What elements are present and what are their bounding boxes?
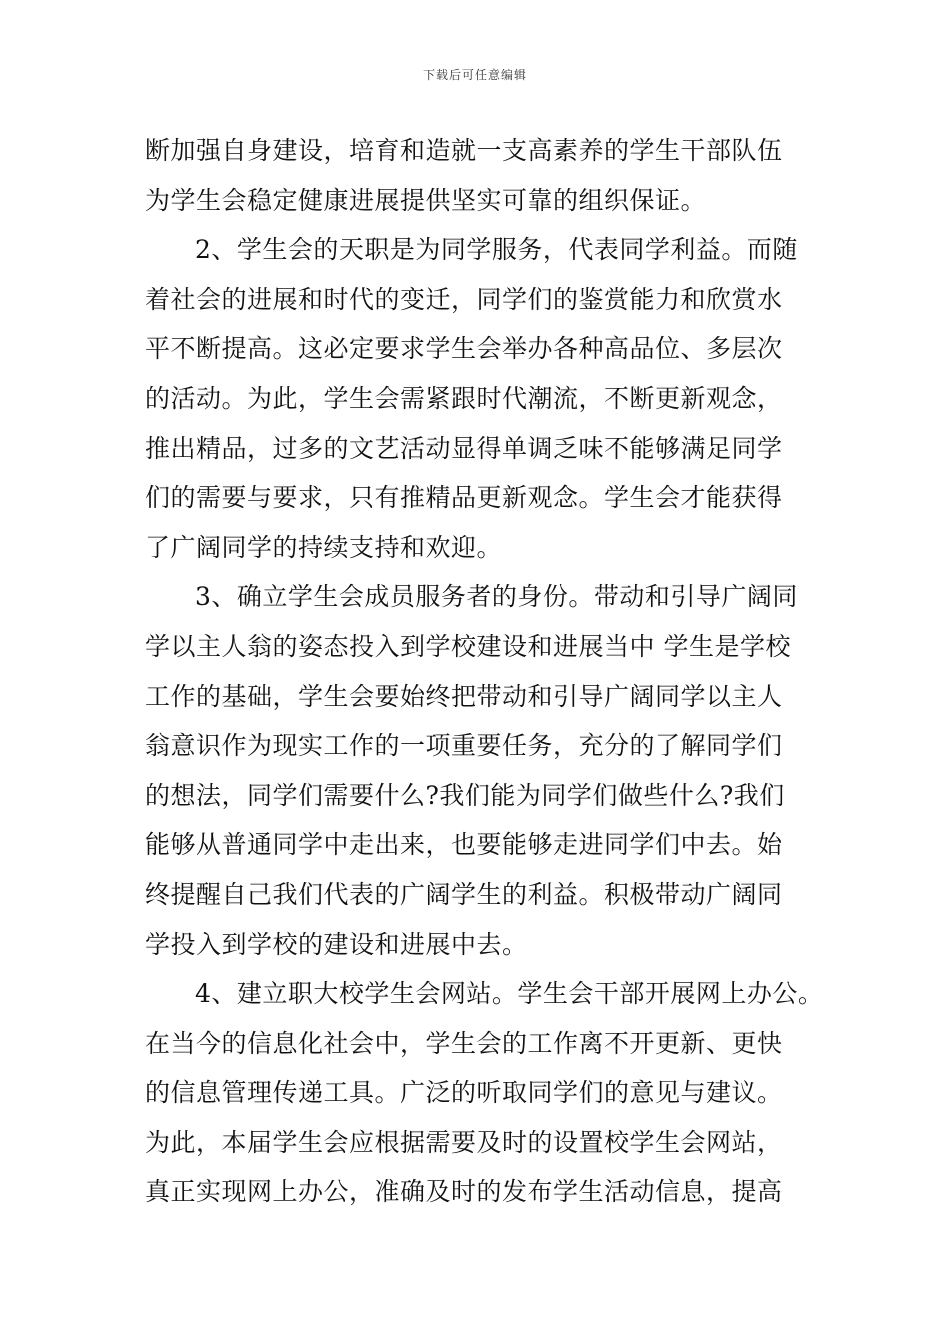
text-line: 终提醒自己我们代表的广阔学生的利益。积极带动广阔同	[145, 879, 783, 909]
text-line: 的想法，同学们需要什么?我们能为同学们做些什么?我们	[145, 780, 785, 810]
text-line: 们的需要与要求，只有推精品更新观念。学生会才能获得	[145, 483, 783, 513]
text-line: 为学生会稳定健康进展提供坚实可靠的组织保证。	[145, 185, 707, 215]
text-line: 学以主人翁的姿态投入到学校建设和进展当中 学生是学校	[145, 631, 791, 661]
text-line: 的信息管理传递工具。广泛的听取同学们的意见与建议。	[145, 1078, 783, 1108]
text-line: 工作的基础，学生会要始终把带动和引导广阔同学以主人	[145, 681, 783, 711]
paragraph-start-line: 3、确立学生会成员服务者的身份。带动和引导广阔同	[195, 582, 798, 612]
text-line: 推出精品，过多的文艺活动显得单调乏味不能够满足同学	[145, 433, 783, 463]
page-header: 下载后可任意编辑	[422, 68, 527, 82]
text-line: 真正实现网上办公，准确及时的发布学生活动信息，提高	[145, 1177, 783, 1207]
text-line: 为此，本届学生会应根据需要及时的设置校学生会网站，	[145, 1127, 783, 1157]
body-text	[145, 126, 825, 1217]
text-line: 翁意识作为现实工作的一项重要任务，充分的了解同学们	[145, 731, 783, 761]
text-line: 学投入到学校的建设和进展中去。	[145, 929, 528, 959]
text-line: 断加强自身建设，培育和造就一支高素养的学生干部队伍	[145, 136, 783, 165]
text-line: 在当今的信息化社会中，学生会的工作离不开更新、更快	[145, 1028, 783, 1058]
text-line: 的活动。为此，学生会需紧跟时代潮流，不断更新观念，	[145, 383, 783, 413]
text-line: 能够从普通同学中走出来，也要能够走进同学们中去。始	[145, 830, 783, 860]
paragraph-start-line: 2、学生会的天职是为同学服务，代表同学利益。而随	[195, 235, 798, 265]
text-line: 平不断提高。这必定要求学生会举办各种高品位、多层次	[145, 334, 783, 364]
text-line: 着社会的进展和时代的变迁，同学们的鉴赏能力和欣赏水	[145, 284, 783, 314]
paragraph-start-line: 4、建立职大校学生会网站。学生会干部开展网上办公。	[195, 979, 824, 1009]
text-line: 了广阔同学的持续支持和欢迎。	[145, 532, 503, 562]
